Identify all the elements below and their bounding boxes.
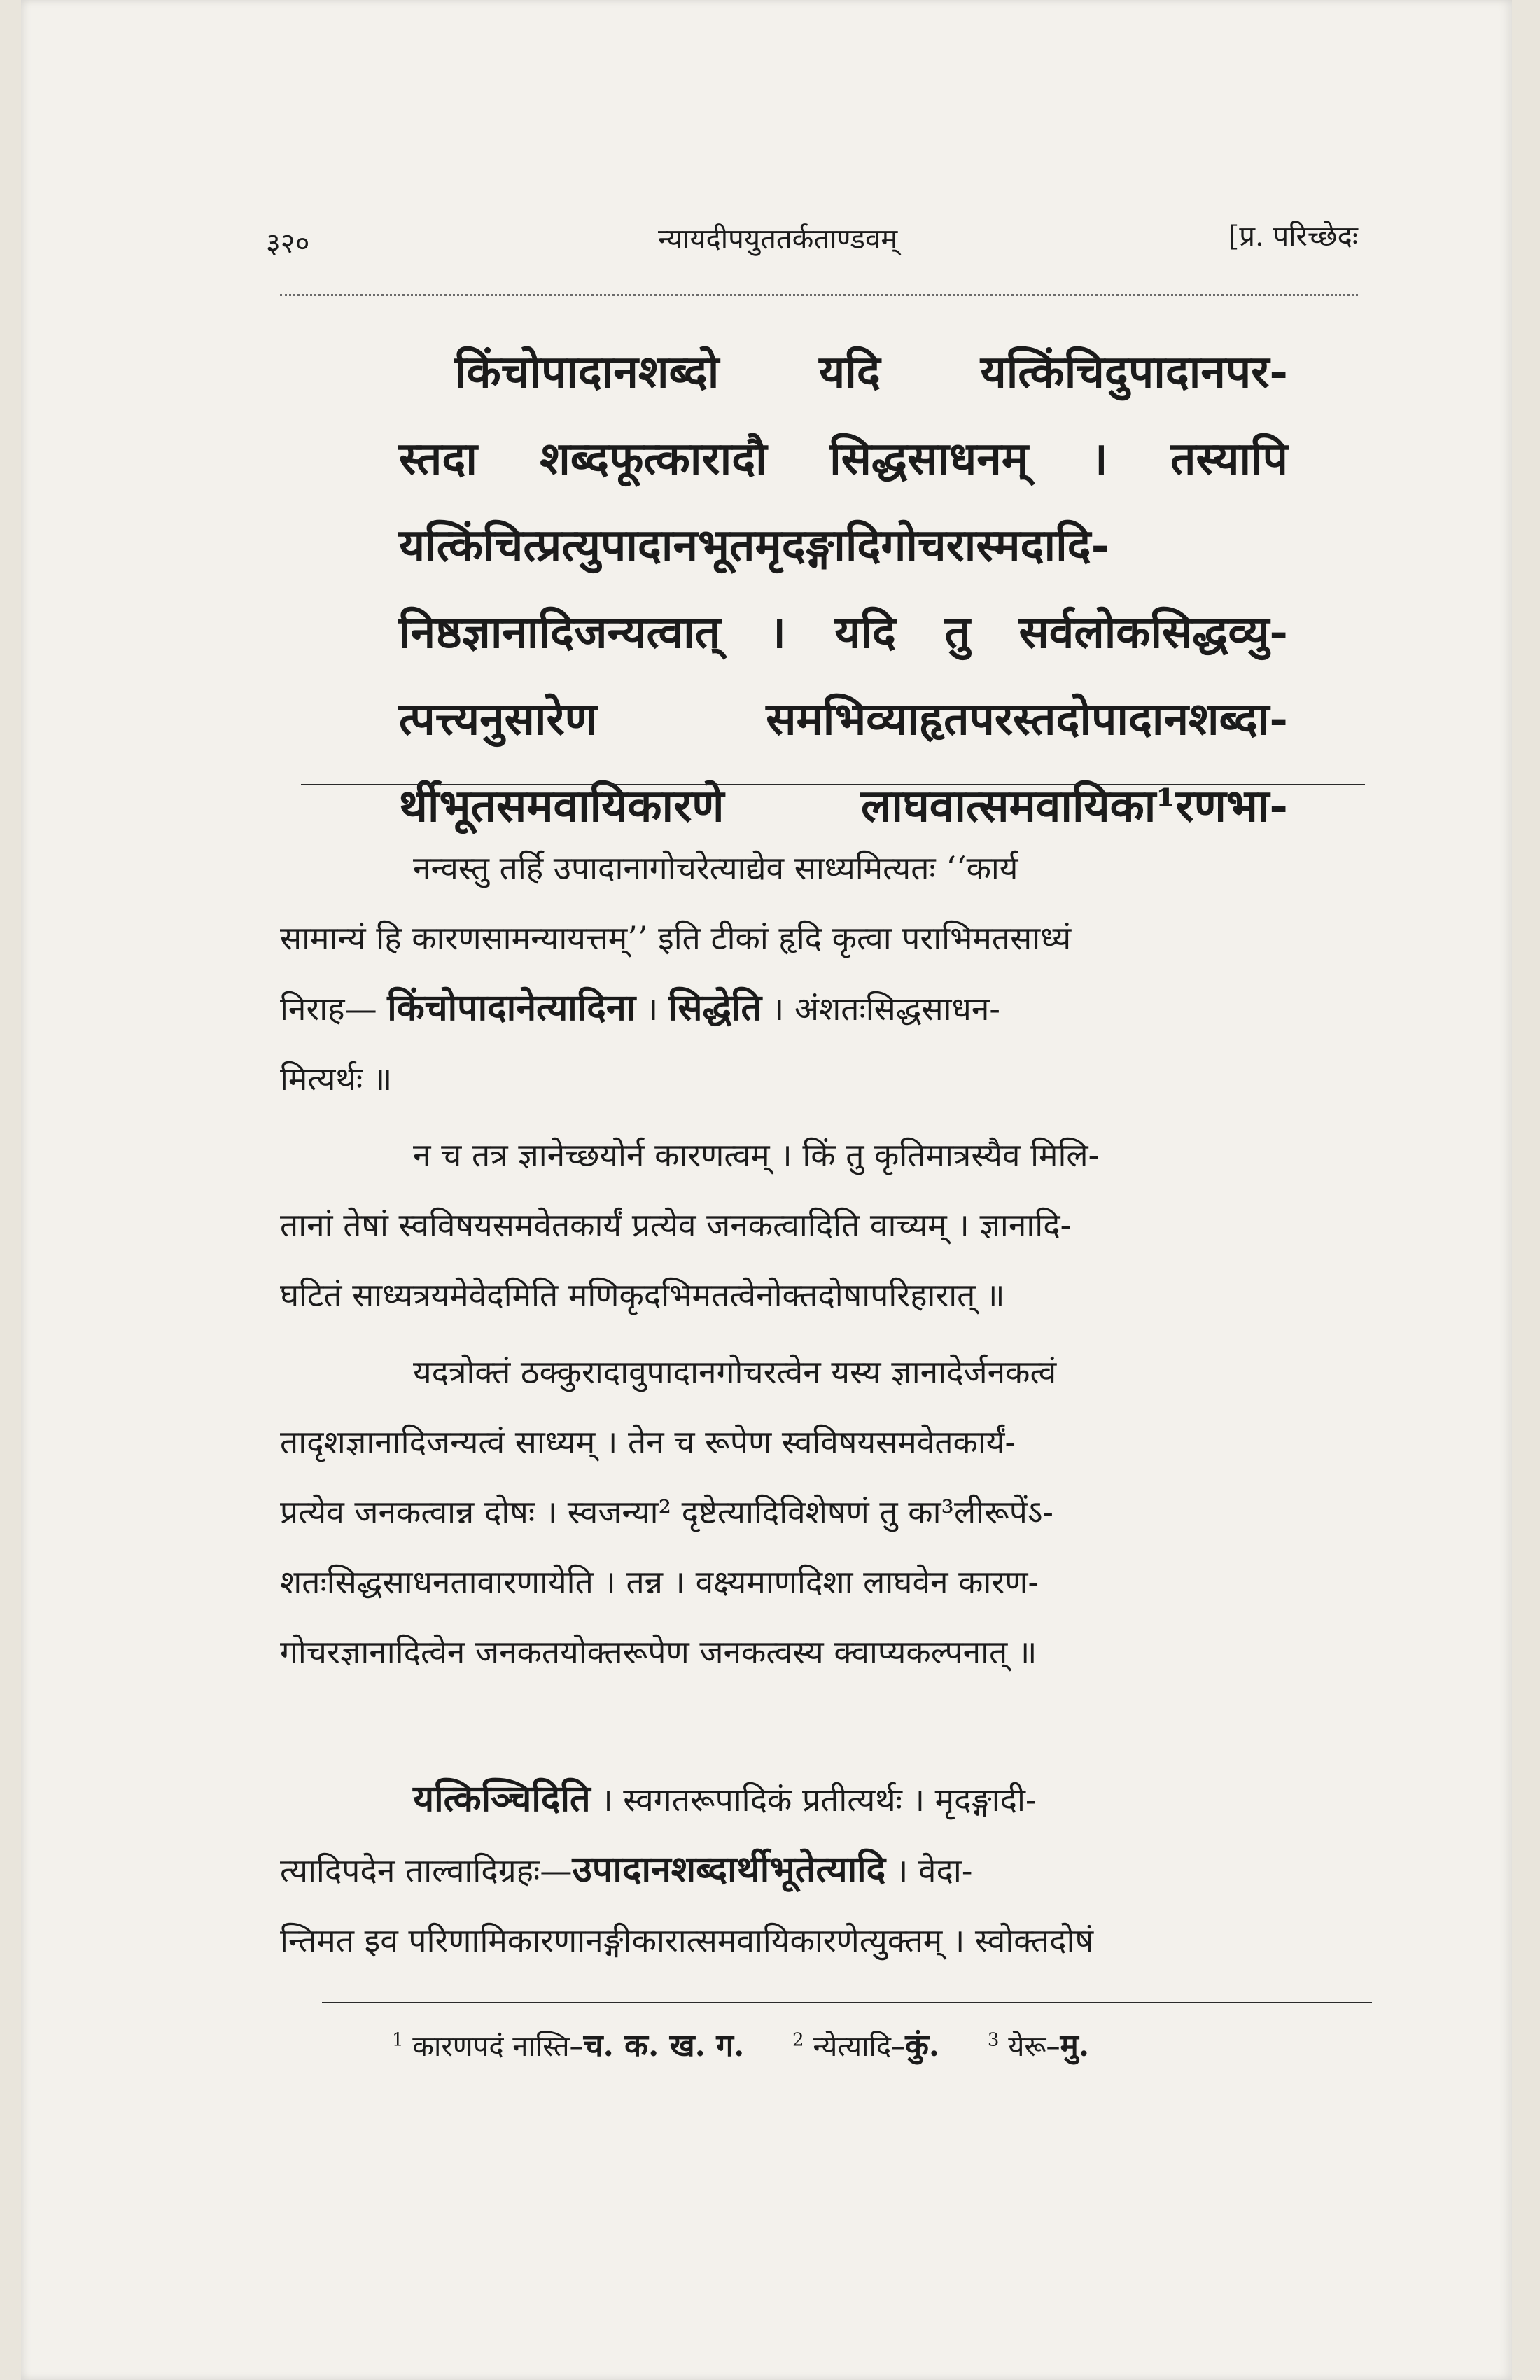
commentary-text: निराह— <box>280 990 388 1028</box>
commentary-text: त्यादिपदेन ताल्वादिग्रहः— <box>280 1851 573 1889</box>
commentary-line: न च तत्र ज्ञानेच्छयोर्न कारणत्वम् । किं तु कृतिमात्रस्यैव मिलि- <box>413 1136 1100 1174</box>
commentary-line <box>280 1764 1358 1835</box>
main-text-line: स्तदा शब्दफूत्कारादौ सिद्धसाधनम् । तस्यापि <box>399 433 1288 485</box>
commentary-paragraph-3 <box>280 1337 1358 1687</box>
footnote-siglum: मु. <box>1060 2028 1090 2064</box>
commentary-line <box>280 1835 1358 1905</box>
commentary-text: । अंशतःसिद्धसाधन- <box>762 990 1000 1028</box>
commentary-line: न्तिमत इव परिणामिकारणानङ्गीकारात्समवायिकारणेत्युक्तम् । स्वोक्तदोषं <box>280 1921 1094 1959</box>
commentary-line: यदत्रोक्तं ठक्कुरादावुपादानगोचरत्वेन यस्य ज्ञानादेर्जनकत्वं <box>413 1353 1057 1391</box>
commentary-line: गोचरज्ञानादित्वेन जनकतयोक्तरूपेण जनकत्वस्य क्वाप्यकल्पनात् ॥ <box>280 1633 1037 1671</box>
section-label: [प्र. परिच्छेदः <box>1228 220 1358 253</box>
commentary-lemma: उपादानशब्दार्थीभूतेत्यादि <box>572 1848 886 1891</box>
main-text-line: यत्किंचित्प्रत्युपादानभूतमृदङ्गादिगोचरास्मदादि- <box>399 519 1110 572</box>
footnote-text: न्येत्यादि– <box>813 2031 906 2063</box>
main-text-block <box>399 329 1288 850</box>
main-text-line: त्पत्त्यनुसारेण समभिव्याहृतपरस्तदोपादानशब्दा- <box>399 693 1288 746</box>
commentary-line: नन्वस्तु तर्हि उपादानागोचरेत्याद्येव साध्यमित्यतः ‘‘कार्य <box>413 849 1018 887</box>
commentary-lemma: सिद्धेति <box>668 986 762 1029</box>
text-divider <box>301 784 1365 785</box>
footnote-marker: 1 <box>392 2029 404 2051</box>
commentary-line: प्रत्येव जनकत्वान्न दोषः । स्वजन्या² दृष्टेत्यादिविशेषणं तु का³लीरूपेंऽ- <box>280 1493 1054 1531</box>
footnote-3 <box>987 2028 1090 2064</box>
main-text-line: निष्ठज्ञानादिजन्यत्वात् । यदि तु सर्वलोकसिद्धव्यु- <box>399 606 1288 659</box>
commentary-paragraph-4 <box>280 1764 1358 1975</box>
main-text-line: र्थीभूतसमवायिकारणे लाघवात्समवायिका¹रणभा- <box>399 780 1288 832</box>
page-number: ३२० <box>266 227 310 260</box>
book-page <box>21 0 1512 2380</box>
commentary-paragraph-1 <box>280 833 1358 1114</box>
commentary-line: तानां तेषां स्वविषयसमवेतकार्यं प्रत्येव जनकत्वादिति वाच्यम् । ज्ञानादि- <box>280 1206 1072 1244</box>
commentary-line: तादृशज्ञानादिजन्यत्वं साध्यम् । तेन च रूपेण स्वविषयसमवेतकार्यं- <box>280 1423 1016 1461</box>
commentary-lemma: यत्किञ्चिदिति <box>413 1777 591 1820</box>
footnote-siglum: कुं. <box>905 2028 940 2064</box>
commentary-line: शतःसिद्धसाधनतावारणायेति । तन्न । वक्ष्यमाणदिशा लाघवेन कारण- <box>280 1563 1040 1601</box>
commentary-line: घटितं साध्यत्रयमेवेदमिति मणिकृदभिमतत्वेनोक्तदोषापरिहारात् ॥ <box>280 1276 1005 1314</box>
commentary-text: । वेदा- <box>886 1851 973 1889</box>
commentary-text: । <box>636 990 668 1028</box>
commentary-line <box>280 973 1358 1044</box>
header-divider <box>280 294 1358 296</box>
commentary-line: मित्यर्थः ॥ <box>280 1060 393 1098</box>
footnote-siglum: च. क. ख. ग. <box>583 2028 745 2064</box>
footnote-1 <box>392 2028 753 2064</box>
footnote-marker: 3 <box>987 2029 1000 2051</box>
footnote-text: येरू– <box>1008 2031 1060 2063</box>
footnote-2 <box>792 2028 948 2064</box>
footnote-divider <box>322 2002 1372 2003</box>
commentary-text: । स्वगतरूपादिकं प्रतीत्यर्थः । मृदङ्गादी- <box>590 1781 1037 1819</box>
main-text-line: किंचोपादानशब्दो यदि यत्किंचिदुपादानपर- <box>455 346 1288 398</box>
book-title: न्यायदीपयुततर्कताण्डवम् <box>658 223 898 255</box>
footnote-text: कारणपदं नास्ति– <box>412 2031 584 2063</box>
footnote-marker: 2 <box>792 2029 804 2051</box>
commentary-paragraph-2 <box>280 1120 1358 1330</box>
commentary-lemma: किंचोपादानेत्यादिना <box>387 986 636 1029</box>
running-header <box>266 210 1358 266</box>
footnotes <box>392 2023 1372 2065</box>
commentary-line: सामान्यं हि कारणसामन्यायत्तम्’’ इति टीकां हृदि कृत्वा पराभिमतसाध्यं <box>280 919 1072 957</box>
